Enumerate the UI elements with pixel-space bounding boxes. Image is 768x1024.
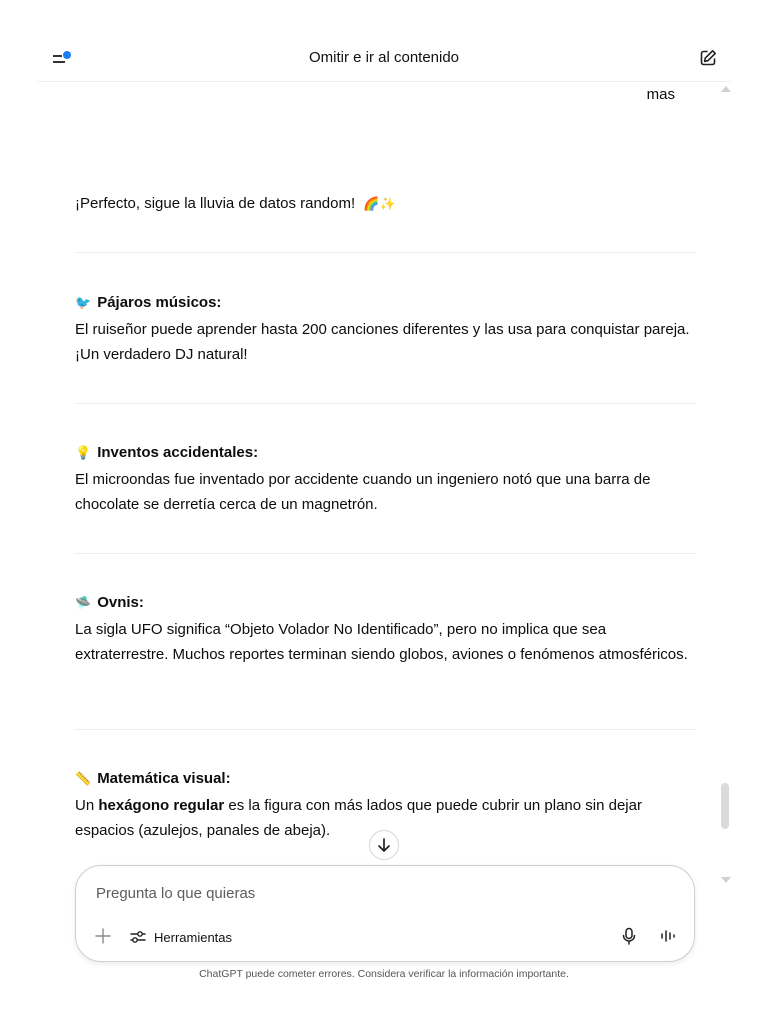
fact-text-part: es la figura con más lados que puede cubrir un plano sin dejar espacios (azulejos, panales de abeja). — [75, 796, 642, 839]
divider — [75, 729, 695, 730]
fact-title-text: Pájaros músicos: — [97, 294, 222, 311]
ufo-icon: 🛸 — [75, 596, 92, 611]
disclaimer-text: ChatGPT puede cometer errores. Considera verificar la información importante. — [199, 968, 569, 980]
scrollbar-thumb[interactable] — [721, 783, 729, 829]
rainbow-sparkles-icon: 🌈✨ — [363, 197, 396, 212]
prompt-input[interactable]: Pregunta lo que quieras — [96, 885, 256, 902]
scroll-down-arrow-icon[interactable] — [721, 877, 731, 883]
fact-text-part: Un — [75, 796, 95, 814]
scroll-to-bottom-button[interactable] — [369, 830, 399, 860]
intro-text: ¡Perfecto, sigue la lluvia de datos random! — [75, 195, 356, 212]
fact-title-text: Inventos accidentales: — [97, 444, 259, 461]
fact-title-text: Ovnis: — [97, 594, 144, 611]
fact-item — [75, 440, 695, 518]
fact-item — [75, 590, 695, 668]
arrow-down-icon — [370, 831, 398, 859]
sliders-icon — [129, 928, 147, 946]
fact-text: El ruiseñor puede aprender hasta 200 canciones diferentes y las usa para conquistar pareja. ¡Un verdadero DJ natural! — [75, 320, 690, 363]
tools-button[interactable] — [129, 926, 232, 948]
divider — [75, 252, 695, 253]
fact-title — [75, 766, 695, 793]
chat-scrollbar[interactable] — [716, 82, 734, 892]
fact-title — [75, 440, 695, 467]
bird-icon: 🐦 — [75, 296, 92, 311]
tools-label: Herramientas — [154, 929, 233, 945]
new-chat-icon[interactable] — [698, 48, 718, 68]
ruler-icon: 📏 — [75, 772, 92, 787]
scroll-up-arrow-icon[interactable] — [721, 86, 731, 92]
fact-title — [75, 290, 695, 317]
top-bar — [38, 34, 730, 82]
fact-text: El microondas fue inventado por accidente cuando un ingeniero notó que una barra de chocolate se derretía cerca de un magnetrón. — [75, 470, 651, 513]
fact-title-text: Matemática visual: — [97, 770, 231, 787]
fact-text-bold: hexágono regular — [98, 796, 225, 814]
lightbulb-icon: 💡 — [75, 446, 92, 461]
assistant-intro — [75, 191, 695, 218]
plus-icon[interactable] — [94, 927, 112, 945]
skip-to-content-link[interactable]: Omitir e ir al contenido — [308, 49, 460, 66]
message-composer — [75, 865, 695, 962]
microphone-icon[interactable] — [619, 926, 639, 946]
divider — [75, 403, 695, 404]
fact-title — [75, 590, 695, 617]
divider — [75, 553, 695, 554]
fact-item — [75, 290, 695, 368]
voice-mode-icon[interactable] — [658, 926, 678, 946]
previous-message-tail: mas — [646, 86, 675, 103]
fact-text: La sigla UFO significa “Objeto Volador No Identificado”, pero no implica que sea extraterrestre. Muchos reportes terminan siendo globos, aviones o fenómenos atmosféricos. — [75, 620, 688, 663]
